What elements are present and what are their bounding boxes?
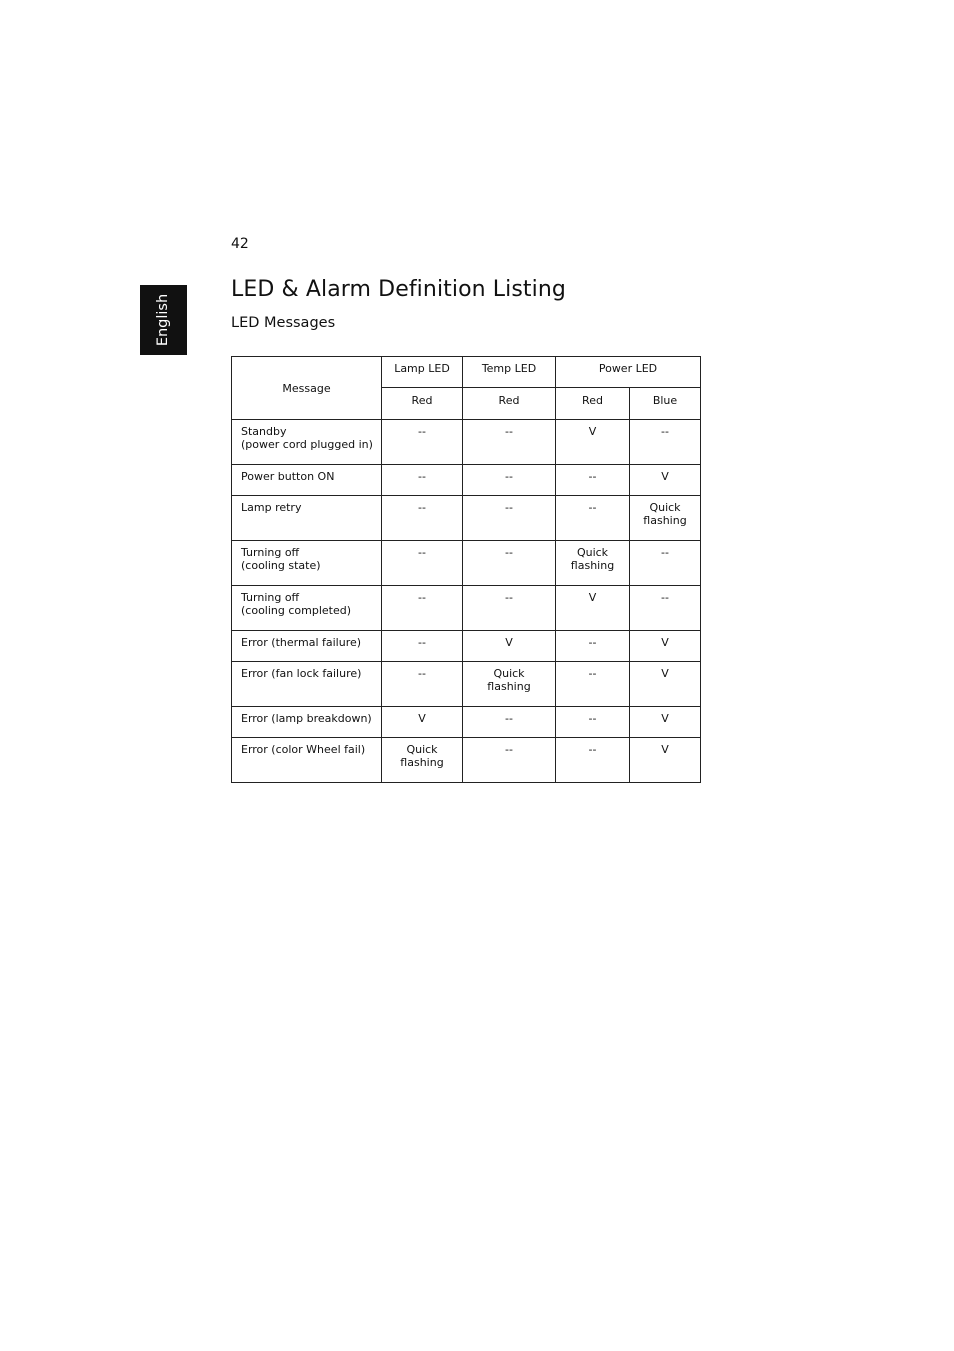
- row-power-blue: --: [630, 541, 701, 586]
- language-side-tab-label: English: [155, 293, 172, 347]
- row-message: Error (color Wheel fail): [232, 738, 382, 783]
- row-power-blue: Quick flashing: [630, 496, 701, 541]
- row-message: Error (fan lock failure): [232, 662, 382, 707]
- row-temp: V: [463, 631, 556, 662]
- page-title: LED & Alarm Definition Listing: [231, 277, 566, 302]
- table-row: [232, 465, 701, 496]
- led-messages-table: [231, 356, 701, 783]
- row-power-blue: --: [630, 420, 701, 465]
- row-message: Turning off (cooling completed): [232, 586, 382, 631]
- table-row: [232, 631, 701, 662]
- row-lamp: V: [382, 707, 463, 738]
- row-power-red: V: [556, 420, 630, 465]
- row-temp: --: [463, 496, 556, 541]
- row-message: Standby (power cord plugged in): [232, 420, 382, 465]
- row-lamp: --: [382, 465, 463, 496]
- header-lamp-color: Red: [382, 388, 463, 420]
- header-power-blue: Blue: [630, 388, 701, 420]
- row-lamp: --: [382, 662, 463, 707]
- header-lamp-led: Lamp LED: [382, 357, 463, 388]
- row-lamp: --: [382, 586, 463, 631]
- language-side-tab: [140, 285, 187, 355]
- row-message: Lamp retry: [232, 496, 382, 541]
- table-row: [232, 496, 701, 541]
- header-temp-led: Temp LED: [463, 357, 556, 388]
- row-message: Power button ON: [232, 465, 382, 496]
- row-power-blue: V: [630, 738, 701, 783]
- table-row: [232, 738, 701, 783]
- row-power-blue: V: [630, 465, 701, 496]
- table-row: [232, 586, 701, 631]
- row-temp: --: [463, 465, 556, 496]
- row-lamp: --: [382, 631, 463, 662]
- table-row: [232, 707, 701, 738]
- row-power-red: --: [556, 631, 630, 662]
- row-power-blue: V: [630, 707, 701, 738]
- row-power-blue: V: [630, 631, 701, 662]
- table-row: [232, 662, 701, 707]
- row-message: Error (lamp breakdown): [232, 707, 382, 738]
- row-temp: --: [463, 707, 556, 738]
- row-power-red: Quick flashing: [556, 541, 630, 586]
- table-header-row: [232, 357, 701, 388]
- row-power-red: --: [556, 738, 630, 783]
- row-temp: --: [463, 738, 556, 783]
- table-row: [232, 541, 701, 586]
- row-power-red: --: [556, 707, 630, 738]
- table-row: [232, 420, 701, 465]
- row-message: Error (thermal failure): [232, 631, 382, 662]
- row-power-blue: --: [630, 586, 701, 631]
- header-power-red: Red: [556, 388, 630, 420]
- row-temp: --: [463, 586, 556, 631]
- row-temp: --: [463, 541, 556, 586]
- section-subtitle: LED Messages: [231, 315, 336, 331]
- row-lamp: --: [382, 541, 463, 586]
- row-power-red: --: [556, 662, 630, 707]
- row-power-red: --: [556, 465, 630, 496]
- row-lamp: --: [382, 420, 463, 465]
- header-temp-color: Red: [463, 388, 556, 420]
- page-number: 42: [231, 236, 249, 252]
- row-power-blue: V: [630, 662, 701, 707]
- header-message: Message: [232, 357, 382, 420]
- row-power-red: V: [556, 586, 630, 631]
- row-lamp: Quick flashing: [382, 738, 463, 783]
- row-temp: --: [463, 420, 556, 465]
- header-power-led: Power LED: [556, 357, 701, 388]
- row-message: Turning off (cooling state): [232, 541, 382, 586]
- row-lamp: --: [382, 496, 463, 541]
- row-temp: Quick flashing: [463, 662, 556, 707]
- row-power-red: --: [556, 496, 630, 541]
